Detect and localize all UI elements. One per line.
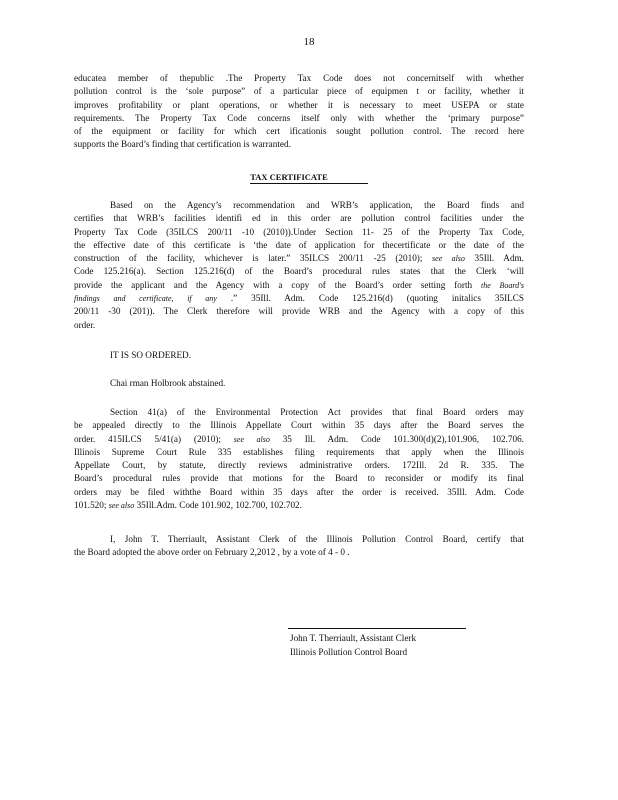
text-line: certifies that WRB’s facilities identifi ed in this order are pollution control facilities under the (74, 213, 524, 224)
text-line: improves profitability or plant operations, or whether it is necessary to meet USEPA or state (74, 99, 524, 110)
text-line: Section 41(a) of the Environmental Protection Act provides that final Board orders may (110, 407, 524, 417)
signature-line (288, 628, 466, 629)
text-line: Code 125.216(a). Section 125.216(d) of the Board’s procedural rules states that the Clerk ‘will (74, 266, 524, 277)
text-line: I, John T. Therriault, Assistant Clerk of the Illinois Pollution Control Board, certify that (110, 534, 524, 544)
text-line: Board’s procedural rules provide that motions for the Board to reconsider or modify its final (74, 473, 524, 484)
paragraph-property-tax (74, 72, 524, 152)
text-line: provide the applicant and the Agency with a copy of the Board’s order setting forth the Board's (74, 279, 524, 290)
text-line: Illinois Supreme Court Rule 335 establishes filing requirements that apply when the Illinois (74, 446, 524, 457)
signature-name: John T. Therriault, Assistant Clerk (290, 633, 417, 643)
text-line: be appealed directly to the Illinois Appellate Court within 35 days after the Board serves the (74, 420, 524, 431)
text-line: findings and certificate, if any .” 35Ill. Adm. Code 125.216(d) (quoting initalics 35ILCS (74, 293, 524, 304)
text-line: Appellate Court, by statute, directly reviews administrative orders. 172Ill. 2d R. 335. The (74, 460, 524, 471)
text-line: supports the Board’s finding that certification is warranted. (74, 139, 291, 150)
text-line: order. 415ILCS 5/41(a) (2010); see also 35 Ill. Adm. Code 101.300(d)(2),101.906, 102.706. (74, 433, 524, 444)
paragraph-certification (74, 533, 524, 560)
text-line: 101.520; see also 35Ill.Adm. Code 101.902, 102.700, 102.702. (74, 500, 302, 511)
paragraph-certificate (74, 199, 524, 332)
text-line: educatea member of thepublic .The Property Tax Code does not concernitself with whether (74, 73, 524, 83)
paragraph-appeal (74, 406, 524, 512)
signature-organization: Illinois Pollution Control Board (290, 647, 408, 657)
section-heading: TAX CERTIFICATE (0, 172, 618, 184)
text-line: construction of the facility, whichever is later.” 35ILCS 200/11 -25 (2010); see also 35Ill. Adm. (74, 253, 524, 264)
page-number: 18 (303, 36, 315, 48)
text-line: Based on the Agency’s recommendation and WRB’s application, the Board finds and (110, 200, 524, 210)
text-line: pollution control is the ‘sole purpose” of a particular piece of equipmen t or facility, whether it (74, 86, 524, 97)
text-line: order. (74, 319, 96, 330)
abstention-note: Chai rman Holbrook abstained. (110, 378, 226, 388)
text-line: Property Tax Code (35ILCS 200/11 -10 (2010)).Under Section 11- 25 of the Property Tax Code, (74, 226, 524, 237)
text-line: the Board adopted the above order on February 2,2012 , by a vote of 4 - 0 . (74, 547, 350, 558)
text-line: requirements. The Property Tax Code concerns itself only with whether the ‘primary purpose” (74, 112, 524, 123)
ordered-statement: IT IS SO ORDERED. (110, 350, 191, 360)
text-line: the effective date of this certificate is ‘the date of application for thecertificate or the date of the (74, 239, 524, 250)
text-line: orders may be filed withthe Board within 35 days after the order is received. 35Ill. Adm. Code (74, 486, 524, 497)
text-line: of the equipment or facility for which cert ificationis sought pollution control. The record here (74, 126, 524, 137)
text-line: 200/11 -30 (201)). The Clerk therefore will provide WRB and the Agency with a copy of this (74, 306, 524, 317)
